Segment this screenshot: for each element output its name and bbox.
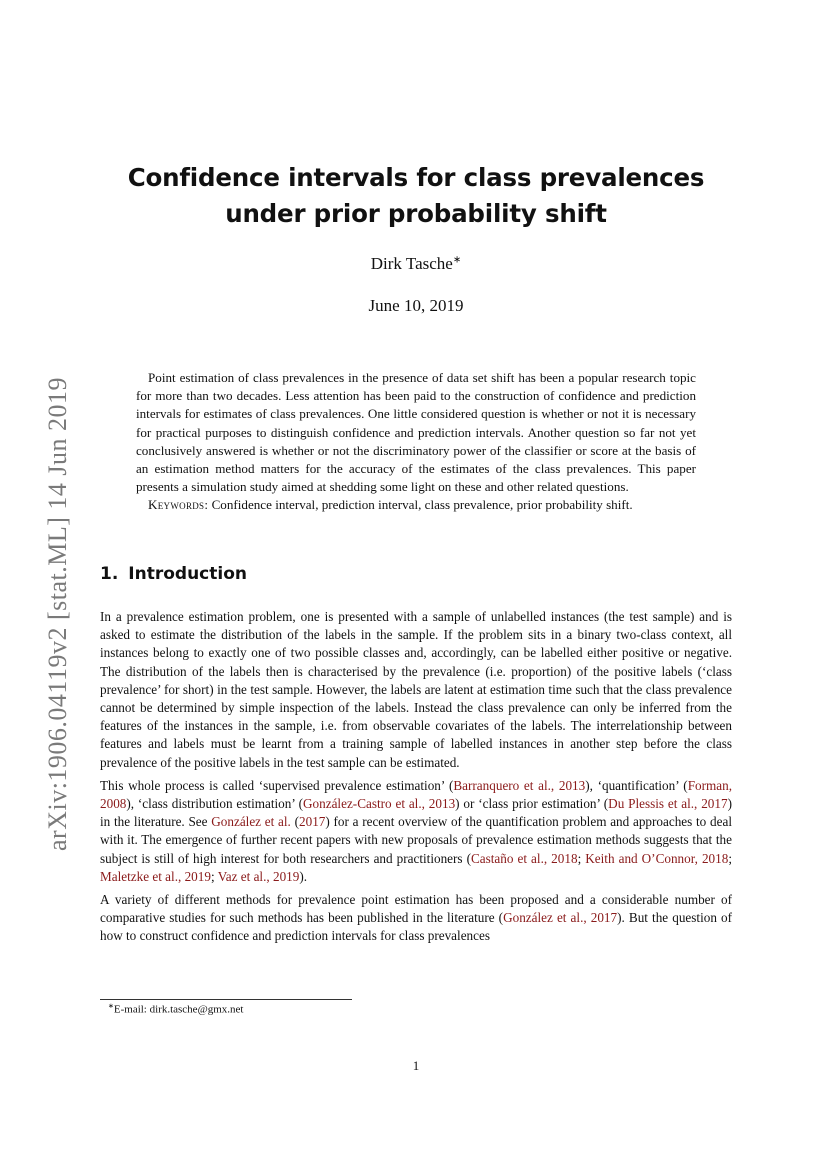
paragraph-2 [100, 777, 732, 886]
keywords [136, 496, 696, 514]
section-number: 1. [100, 564, 119, 584]
paper-title: Confidence intervals for class prevalences under prior probability shift [127, 163, 705, 228]
section-title: Introduction [128, 564, 247, 584]
text-run: ). But the question of how to construct confidence and prediction intervals for class prevalences [100, 910, 732, 944]
text-run: ; [577, 850, 586, 866]
citation-link[interactable]: Maletzke et al., 2019 [100, 868, 211, 884]
text-run: ( [290, 814, 299, 830]
text-run: ; [728, 850, 732, 866]
footnote-text: E-mail: dirk.tasche@gmx.net [113, 1003, 244, 1016]
citation-link[interactable]: Castaño et al., 2018 [470, 850, 578, 866]
abstract [136, 369, 696, 515]
footnote-mark: ∗ [108, 1002, 114, 1010]
text-run: ; [210, 868, 218, 884]
text-run: ) for a recent overview of the quantification problem and approaches to deal with it. The emergence of further recent papers with new proposals of prevalence estimation methods suggests that the subject is still of high interest for both researchers and practitioners ( [100, 814, 732, 866]
author-footnote-mark: ∗ [452, 254, 462, 266]
keywords-list: Confidence interval, prediction interval, class prevalence, prior probability shift. [211, 497, 633, 513]
author-line [100, 254, 732, 274]
paragraph-1: In a prevalence estimation problem, one is presented with a sample of unlabelled instances (the test sample) and is asked to estimate the distribution of the labels in the sample. If the problem sits in a binary two-class context, all instances belong to exactly one of two possible classes and, accordingly, can be labelled either positive or negative. The distribution of the labels then is characterised by the prevalence (i.e. proportion) of the positive labels (‘class prevalence’ for short) in the test sample. However, the labels are latent at estimation time such that the class prevalence cannot be determined by simple inspection of the labels. Instead the class prevalence can only be inferred from the features of the instances in the sample, i.e. from observable covariates of the labels. The interrelationship between features and labels must be learnt from a training sample of labelled instances in another step before the class prevalence of the positive labels in the test sample can be estimated. [100, 609, 732, 770]
text-run: A variety of different methods for prevalence point estimation has been proposed and a considerable number of comparative studies for such methods has been published in the literature ( [100, 892, 732, 926]
citation-link[interactable]: González et al. [211, 814, 291, 830]
keywords-label: Keywords: [148, 497, 209, 513]
author-name: Dirk Tasche [370, 254, 453, 273]
text-run: ), ‘class distribution estimation’ ( [126, 796, 304, 812]
citation-link[interactable]: González-Castro et al., 2013 [303, 796, 456, 812]
citation-link[interactable]: Forman, 2008 [100, 777, 733, 812]
text-run: ) or ‘class prior estimation’ ( [455, 796, 609, 812]
footnote [108, 1002, 243, 1016]
text-run: ). [299, 868, 308, 884]
footnote-rule [100, 999, 352, 1000]
citation-link[interactable]: Du Plessis et al., 2017 [608, 796, 728, 812]
section-heading [100, 564, 247, 584]
citation-link[interactable]: Keith and O’Connor, 2018 [585, 850, 729, 866]
paper-date: June 10, 2019 [368, 296, 464, 315]
arxiv-identifier: arXiv:1906.04119v2 [stat.ML] 14 Jun 2019 [43, 377, 72, 851]
text-run: This whole process is called ‘supervised prevalence estimation’ ( [100, 777, 454, 793]
text-run: ) in the literature. See [100, 796, 732, 830]
citation-link[interactable]: 2017 [299, 814, 326, 830]
paragraph-3 [100, 891, 732, 946]
citation-link[interactable]: Barranquero et al., 2013 [453, 777, 586, 793]
body-text [100, 608, 732, 951]
page-number: 1 [412, 1058, 420, 1073]
text-run: ), ‘quantification’ ( [585, 777, 688, 793]
citation-link[interactable]: Vaz et al., 2019 [217, 868, 300, 884]
citation-link[interactable]: González et al., 2017 [503, 910, 618, 926]
abstract-text: Point estimation of class prevalences in the presence of data set shift has been a popular research topic for more than two decades. Less attention has been paid to the construction of confidence and prediction intervals for estimates of class prevalences. One little considered question is whether or not it is necessary for practical purposes to distinguish confidence and prediction intervals. Another question so far not yet conclusively answered is whether or not the discriminatory power of the classifier or score at the basis of an estimation method matters for the accuracy of the estimates of the class prevalences. This paper presents a simulation study aimed at shedding some light on these and other related questions. [136, 370, 696, 495]
